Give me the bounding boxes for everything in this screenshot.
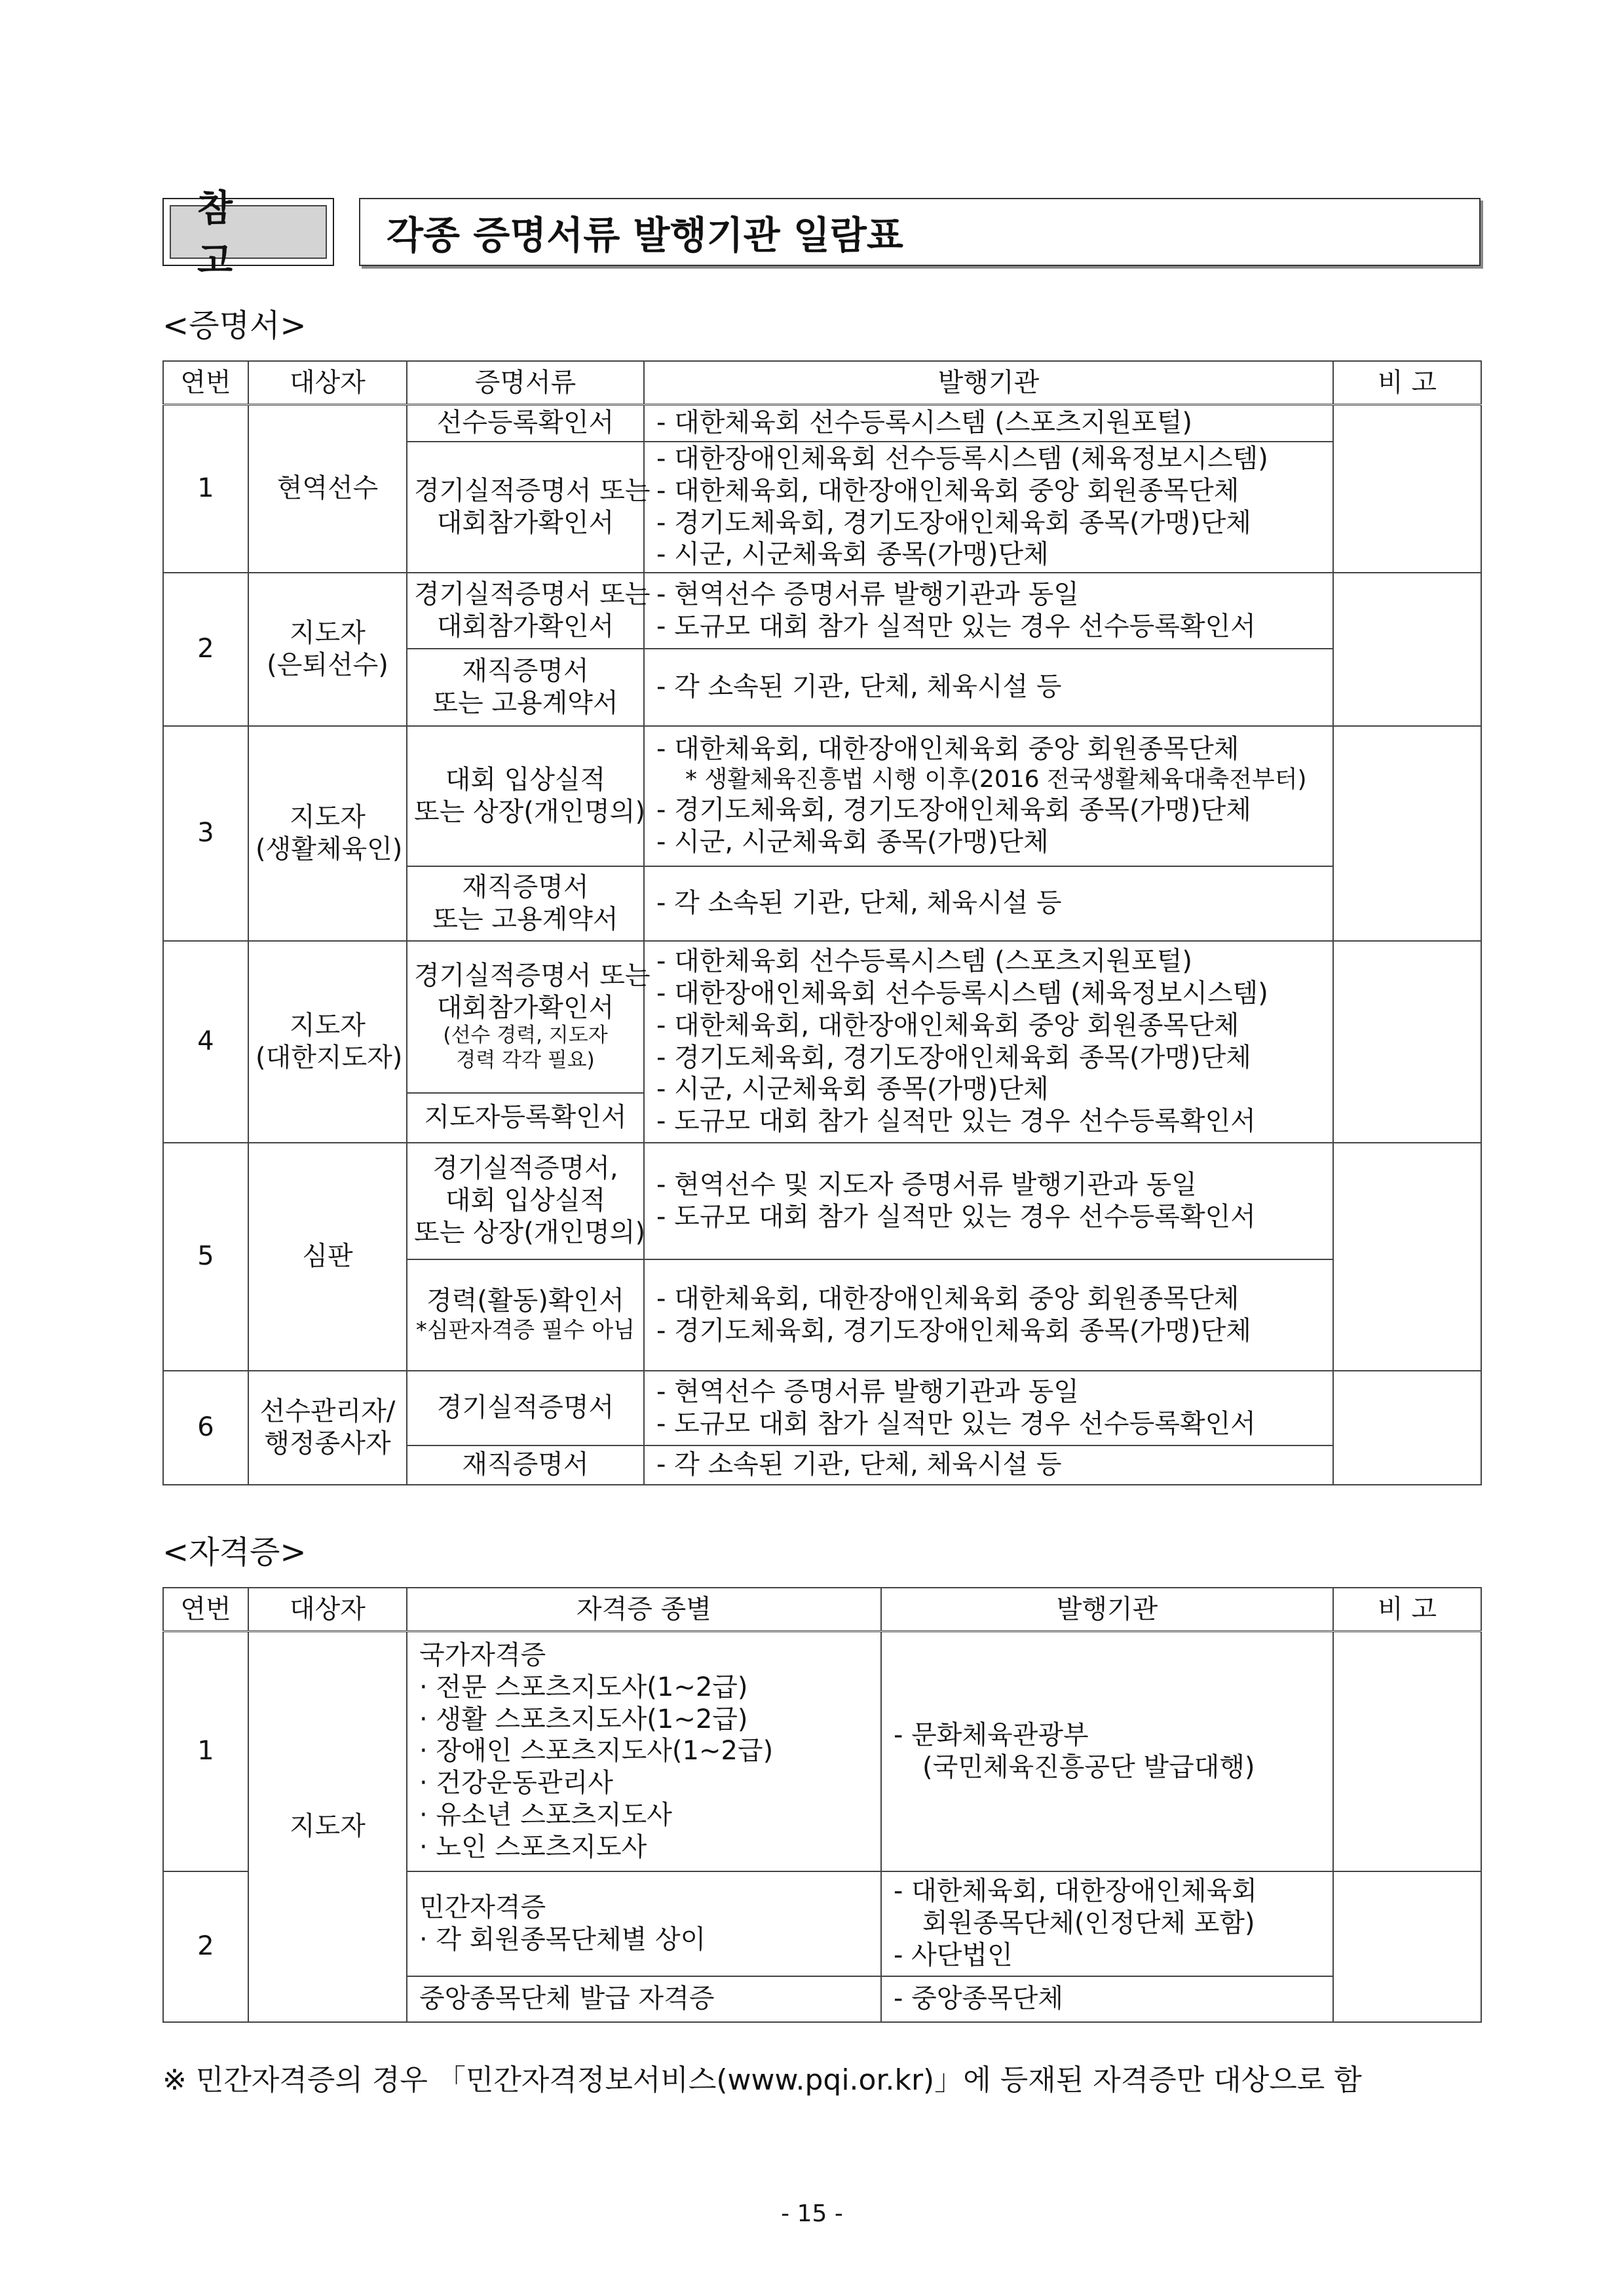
header-issuer: 발행기관 xyxy=(644,361,1333,405)
row-number: 4 xyxy=(163,941,248,1143)
title-block xyxy=(162,187,1481,282)
row-license-type: 중앙종목단체 발급 자격증 xyxy=(407,1976,881,2022)
header-issuer: 발행기관 xyxy=(881,1588,1333,1632)
header-remarks: 비 고 xyxy=(1333,1588,1481,1632)
row-remarks xyxy=(1333,1143,1481,1371)
table-row xyxy=(163,573,1481,649)
reference-tag: 참 고 xyxy=(170,205,327,259)
row-document: 선수등록확인서 xyxy=(407,405,644,442)
row-issuer: - 대한체육회, 대한장애인체육회 중앙 회원종목단체 * 생활체육진흥법 시행 이후(2016 전국생활체육대축전부터) - 경기도체육회, 경기도장애인체육회 종목(가맹)단체 - 시군, 시군체육회 종목(가맹)단체 xyxy=(644,726,1333,866)
row-document: 재직증명서 또는 고용계약서 xyxy=(407,866,644,941)
row-remarks xyxy=(1333,1871,1481,2022)
row-issuer: - 대한체육회, 대한장애인체육회 중앙 회원종목단체 - 경기도체육회, 경기도장애인체육회 종목(가맹)단체 xyxy=(644,1259,1333,1371)
row-target: 지도자 xyxy=(248,1632,407,2022)
row-target: 현역선수 xyxy=(248,405,407,573)
licenses-table xyxy=(162,1587,1482,2023)
row-issuer: - 대한장애인체육회 선수등록시스템 (체육정보시스템) - 대한체육회, 대한장애인체육회 중앙 회원종목단체 - 경기도체육회, 경기도장애인체육회 종목(가맹)단체 - 시군, 시군체육회 종목(가맹)단체 xyxy=(644,442,1333,573)
row-remarks xyxy=(1333,1632,1481,1871)
row-issuer: - 각 소속된 기관, 단체, 체육시설 등 xyxy=(644,1445,1333,1485)
table-header-row xyxy=(163,1588,1481,1632)
header-document: 증명서류 xyxy=(407,361,644,405)
page-title: 각종 증명서류 발행기관 일람표 xyxy=(359,198,1481,266)
table-row xyxy=(163,1371,1481,1445)
row-number: 6 xyxy=(163,1371,248,1485)
footnote: ※ 민간자격증의 경우 「민간자격정보서비스(www.pqi.or.kr)」에 등재된 자격증만 대상으로 함 xyxy=(162,2063,1362,2097)
row-document: 경기실적증명서 또는 대회참가확인서 (선수 경력, 지도자 경력 각각 필요) xyxy=(407,941,644,1093)
row-issuer: - 중앙종목단체 xyxy=(881,1976,1333,2022)
row-number: 5 xyxy=(163,1143,248,1371)
row-remarks xyxy=(1333,405,1481,573)
header-target: 대상자 xyxy=(248,361,407,405)
table-row xyxy=(163,726,1481,866)
header-license-type: 자격증 종별 xyxy=(407,1588,881,1632)
row-number: 3 xyxy=(163,726,248,941)
header-no: 연번 xyxy=(163,361,248,405)
table-row xyxy=(163,405,1481,442)
row-document: 경기실적증명서 또는 대회참가확인서 xyxy=(407,573,644,649)
certificates-heading: <증명서> xyxy=(162,307,307,344)
row-number: 1 xyxy=(163,405,248,573)
table-header-row xyxy=(163,361,1481,405)
row-target: 심판 xyxy=(248,1143,407,1371)
licenses-heading: <자격증> xyxy=(162,1534,307,1571)
row-issuer: - 현역선수 및 지도자 증명서류 발행기관과 동일 - 도규모 대회 참가 실적만 있는 경우 선수등록확인서 xyxy=(644,1143,1333,1259)
table-row xyxy=(163,1143,1481,1259)
row-issuer: - 대한체육회 선수등록시스템 (스포츠지원포털) xyxy=(644,405,1333,442)
row-number: 2 xyxy=(163,573,248,726)
certificates-table xyxy=(162,360,1482,1485)
row-document: 경기실적증명서 xyxy=(407,1371,644,1445)
table-row xyxy=(163,1632,1481,1871)
row-target: 지도자 (대한지도자) xyxy=(248,941,407,1143)
page-number: - 15 - xyxy=(781,2200,843,2227)
row-document: 경기실적증명서, 대회 입상실적 또는 상장(개인명의) xyxy=(407,1143,644,1259)
row-issuer: - 대한체육회 선수등록시스템 (스포츠지원포털) - 대한장애인체육회 선수등록시스템 (체육정보시스템) - 대한체육회, 대한장애인체육회 중앙 회원종목단체 - 경기도체육회, 경기도장애인체육회 종목(가맹)단체 - 시군, 시군체육회 종목(가맹)단체 - 도규모 대회 참가 실적만 있는 경우 선수등록확인서 xyxy=(644,941,1333,1143)
row-issuer: - 각 소속된 기관, 단체, 체육시설 등 xyxy=(644,649,1333,726)
reference-tag-box xyxy=(162,187,334,282)
row-remarks xyxy=(1333,941,1481,1143)
row-document: 지도자등록확인서 xyxy=(407,1093,644,1143)
table-row xyxy=(163,941,1481,1093)
row-license-type: 국가자격증 · 전문 스포츠지도사(1~2급) · 생활 스포츠지도사(1~2급) · 장애인 스포츠지도사(1~2급) · 건강운동관리사 · 유소년 스포츠지도사 · 노인 스포츠지도사 xyxy=(407,1632,881,1871)
row-document: 재직증명서 또는 고용계약서 xyxy=(407,649,644,726)
row-document: 경기실적증명서 또는 대회참가확인서 xyxy=(407,442,644,573)
row-remarks xyxy=(1333,726,1481,941)
row-number: 2 xyxy=(163,1871,248,2022)
header-remarks: 비 고 xyxy=(1333,361,1481,405)
row-remarks xyxy=(1333,1371,1481,1485)
row-target: 지도자 (은퇴선수) xyxy=(248,573,407,726)
row-issuer: - 대한체육회, 대한장애인체육회 회원종목단체(인정단체 포함) - 사단법인 xyxy=(881,1871,1333,1976)
row-document: 대회 입상실적 또는 상장(개인명의) xyxy=(407,726,644,866)
row-target: 선수관리자/ 행정종사자 xyxy=(248,1371,407,1485)
row-license-type: 민간자격증 · 각 회원종목단체별 상이 xyxy=(407,1871,881,1976)
row-document: 경력(활동)확인서 *심판자격증 필수 아님 xyxy=(407,1259,644,1371)
row-document: 재직증명서 xyxy=(407,1445,644,1485)
row-remarks xyxy=(1333,573,1481,726)
row-issuer: - 현역선수 증명서류 발행기관과 동일 - 도규모 대회 참가 실적만 있는 경우 선수등록확인서 xyxy=(644,1371,1333,1445)
row-target: 지도자 (생활체육인) xyxy=(248,726,407,941)
row-number: 1 xyxy=(163,1632,248,1871)
row-issuer: - 문화체육관광부 (국민체육진흥공단 발급대행) xyxy=(881,1632,1333,1871)
header-no: 연번 xyxy=(163,1588,248,1632)
row-issuer: - 현역선수 증명서류 발행기관과 동일 - 도규모 대회 참가 실적만 있는 경우 선수등록확인서 xyxy=(644,573,1333,649)
header-target: 대상자 xyxy=(248,1588,407,1632)
row-issuer: - 각 소속된 기관, 단체, 체육시설 등 xyxy=(644,866,1333,941)
